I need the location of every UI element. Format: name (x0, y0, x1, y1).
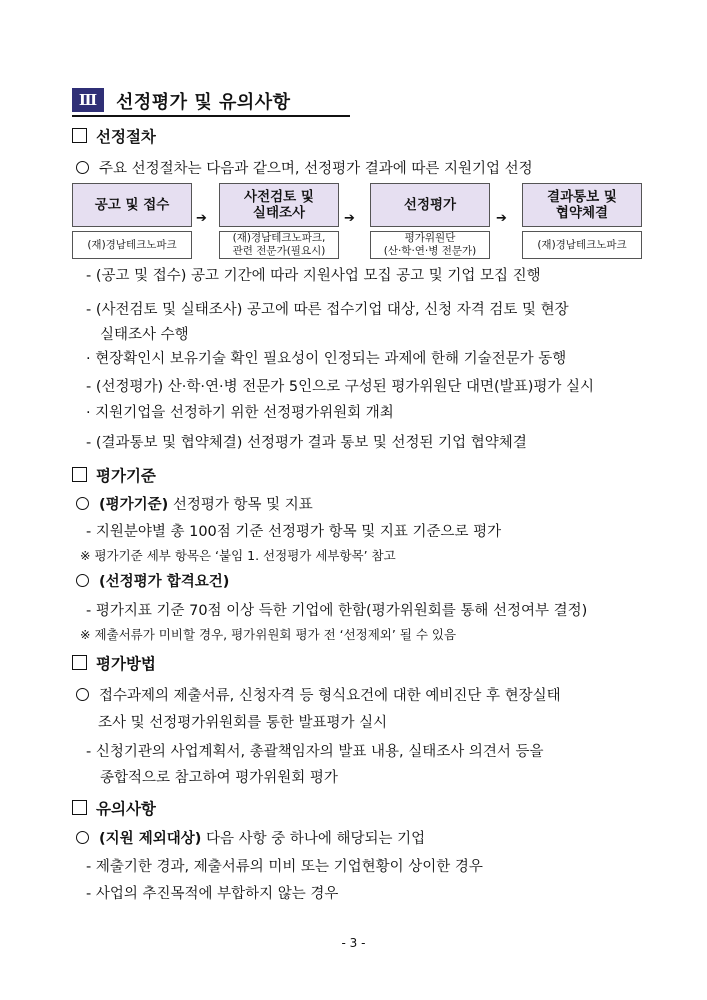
flow-step-3: 선정평가 (370, 183, 490, 227)
procedure-line-6: - (결과통보 및 협약체결) 선정평가 결과 통보 및 선정된 기업 협약체결 (86, 435, 527, 451)
circle-bullet-icon (76, 831, 89, 844)
flow-step-3-org: 평가위원단 (산·학·연·병 전문가) (370, 231, 490, 259)
checkbox-square-icon (72, 655, 87, 670)
circle-bullet-icon (76, 161, 89, 174)
procedure-line-3: · 현장확인시 보유기술 확인 필요성이 인정되는 과제에 한해 기술전문가 동행 (86, 351, 567, 367)
criteria-item-2: (선정평가 합격요건) (76, 572, 229, 592)
notes-line-1: - 제출기한 경과, 제출서류의 미비 또는 기업현황이 상이한 경우 (86, 859, 483, 875)
page-number: - 3 - (341, 936, 366, 950)
flow-step-2-org: (재)경남테크노파크, 관련 전문가(필요시) (219, 231, 339, 259)
flow-step-4: 결과통보 및 협약체결 (522, 183, 642, 227)
method-line-1b: 종합적으로 참고하여 평가위원회 평가 (100, 770, 338, 786)
procedure-line-1: - (공고 및 접수) 공고 기간에 따라 지원사업 모집 공고 및 기업 모집 진행 (86, 268, 541, 284)
flow-step-2: 사전검토 및 실태조사 (219, 183, 339, 227)
method-item-1b: 조사 및 선정평가위원회를 통한 발표평가 실시 (98, 715, 388, 731)
notes-item-1: (지원 제외대상) 다음 사항 중 하나에 해당되는 기업 (76, 829, 425, 849)
criteria-item-1: (평가기준) 선정평가 항목 및 지표 (76, 495, 313, 515)
criteria-note-1: ※ 평가기준 세부 항목은 ‘붙임 1. 선정평가 세부항목’ 참고 (80, 548, 396, 563)
section-underline (72, 115, 350, 117)
arrow-right-icon: ➔ (196, 211, 207, 226)
procedure-line-2b: 실태조사 수행 (100, 327, 189, 343)
flow-step-1: 공고 및 접수 (72, 183, 192, 227)
method-item-1a: 접수과제의 제출서류, 신청자격 등 형식요건에 대한 예비진단 후 현장실태 (76, 686, 561, 706)
procedure-line-4: - (선정평가) 산·학·연·병 전문가 5인으로 구성된 평가위원단 대면(발표)평가 실시 (86, 379, 594, 395)
subsection-heading-criteria: 평가기준 (72, 466, 156, 486)
circle-bullet-icon (76, 574, 89, 587)
subsection-heading-notes: 유의사항 (72, 799, 156, 819)
arrow-right-icon: ➔ (496, 211, 507, 226)
checkbox-square-icon (72, 800, 87, 815)
flow-step-4-org: (재)경남테크노파크 (522, 231, 642, 259)
procedure-line-5: · 지원기업을 선정하기 위한 선정평가위원회 개최 (86, 405, 394, 421)
subsection-heading-procedure: 선정절차 (72, 127, 156, 147)
procedure-intro: 주요 선정절차는 다음과 같으며, 선정평가 결과에 따른 지원기업 선정 (76, 159, 533, 179)
subsection-heading-method: 평가방법 (72, 654, 156, 674)
section-number: Ⅲ (72, 88, 104, 112)
flow-step-1-org: (재)경남테크노파크 (72, 231, 192, 259)
checkbox-square-icon (72, 467, 87, 482)
method-line-1a: - 신청기관의 사업계획서, 총괄책임자의 발표 내용, 실태조사 의견서 등을 (86, 744, 544, 760)
criteria-note-2: ※ 제출서류가 미비할 경우, 평가위원회 평가 전 ‘선정제외’ 될 수 있음 (80, 627, 457, 642)
procedure-line-2a: - (사전검토 및 실태조사) 공고에 따른 접수기업 대상, 신청 자격 검토 및 현장 (86, 302, 569, 318)
checkbox-square-icon (72, 128, 87, 143)
section-title: 선정평가 및 유의사항 (116, 92, 291, 113)
circle-bullet-icon (76, 497, 89, 510)
criteria-line-2: - 평가지표 기준 70점 이상 득한 기업에 한함(평가위원회를 통해 선정여부 결정) (86, 603, 588, 619)
circle-bullet-icon (76, 688, 89, 701)
notes-line-2: - 사업의 추진목적에 부합하지 않는 경우 (86, 886, 339, 902)
criteria-line-1: - 지원분야별 총 100점 기준 선정평가 항목 및 지표 기준으로 평가 (86, 524, 502, 540)
arrow-right-icon: ➔ (344, 211, 355, 226)
section-header (72, 86, 350, 116)
